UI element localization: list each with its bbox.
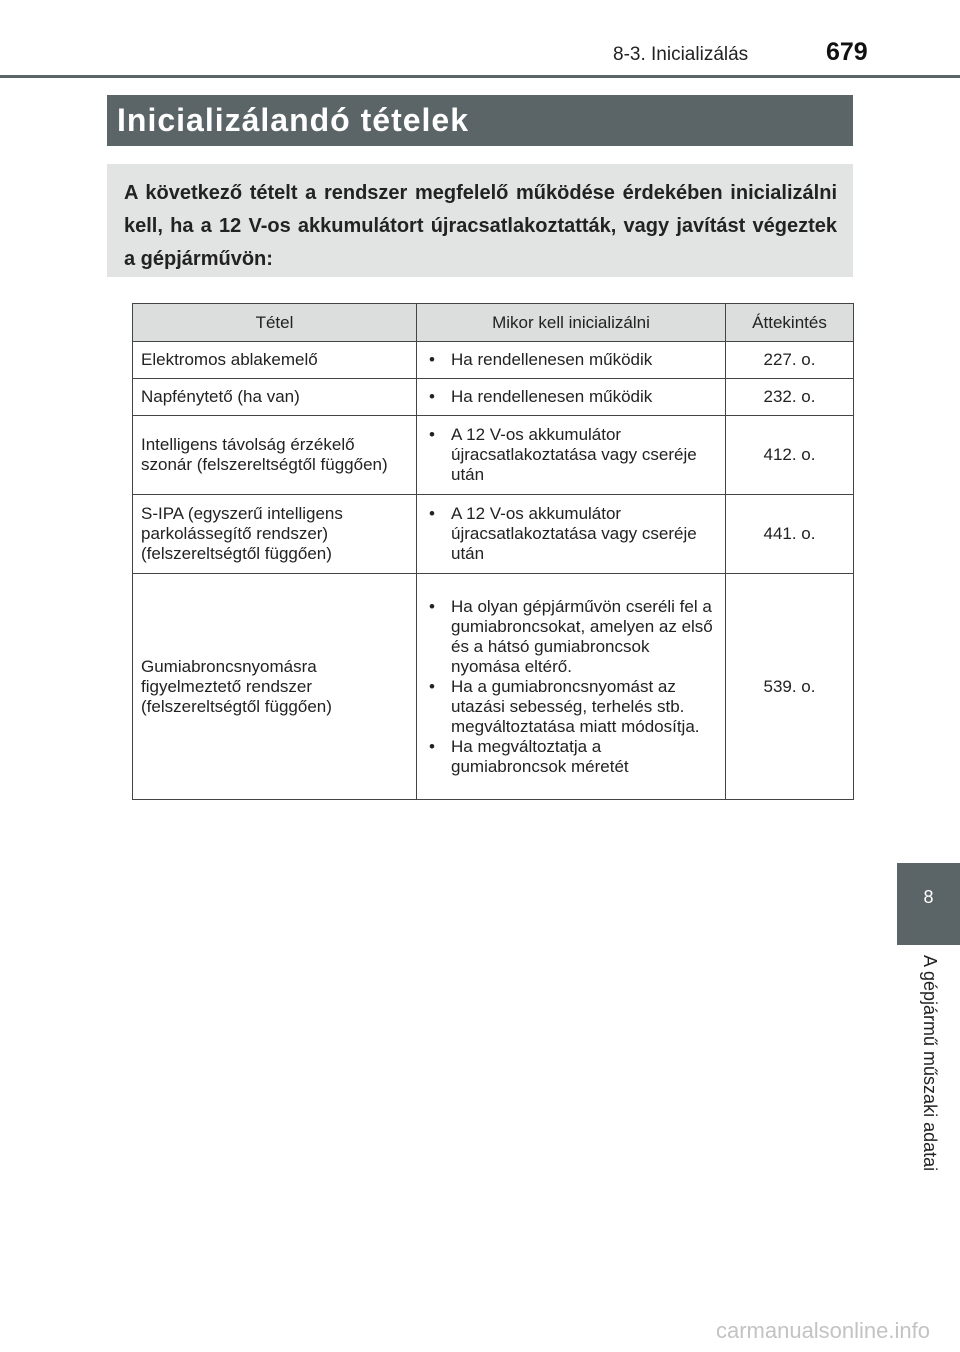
intro-text: A következő tételt a rendszer megfelelő működése érdekében inicializálni kell, ha a 12 V-os akkumulátort újracsatlakoztatták, vagy javítást végeztek a gépjárművön: [107,164,853,277]
chapter-label: A gépjármű műszaki adatai [920,955,940,1172]
table-row [133,342,854,379]
cell-page-ref: 412. o. [726,416,854,495]
cell-item: Elektromos ablakemelő [133,342,417,379]
bullet-item: • Ha olyan gépjárművön cseréli fel a gumiabroncsokat, amelyen az első és a hátsó gumiabroncsok nyomása eltérő. [425,597,717,677]
header-section-title: 8-3. Inicializálás [613,44,749,65]
cell-item: S-IPA (egyszerű intelligens parkolássegítő rendszer) (felszereltségtől függően) [133,495,417,574]
bullet-item: • Ha rendellenesen működik [425,387,717,407]
table-row [133,495,854,574]
table-row [133,416,854,495]
cell-item: Napfénytető (ha van) [133,379,417,416]
cell-page-ref: 441. o. [726,495,854,574]
table-header-row [133,304,854,342]
column-header-when: Mikor kell inicializálni [417,304,726,342]
table-row [133,379,854,416]
cell-page-ref: 539. o. [726,574,854,800]
bullet-item: • Ha megváltoztatja a gumiabroncsok méretét [425,737,717,777]
cell-item: Intelligens távolság érzékelő szonár (felszereltségtől függően) [133,416,417,495]
cell-when [417,574,726,800]
initialization-table [132,303,854,800]
table-row [133,574,854,800]
cell-item: Gumiabroncsnyomásra figyelmeztető rendszer (felszereltségtől függően) [133,574,417,800]
bullet-item: • A 12 V-os akkumulátor újracsatlakoztatása vagy cseréje után [425,504,717,564]
section-title: Inicializálandó tételek [107,95,853,146]
chapter-tab: 8 [897,863,960,945]
header-divider [0,75,960,78]
cell-when [417,495,726,574]
page-number: 679 [826,38,868,66]
footer-watermark: carmanualsonline.info [715,1318,930,1343]
cell-when [417,342,726,379]
column-header-overview: Áttekintés [726,304,854,342]
bullet-item: • A 12 V-os akkumulátor újracsatlakoztatása vagy cseréje után [425,425,717,485]
cell-when [417,379,726,416]
cell-when [417,416,726,495]
cell-page-ref: 227. o. [726,342,854,379]
bullet-item: • Ha a gumiabroncsnyomást az utazási sebesség, terhelés stb. megváltoztatása miatt módosítja. [425,677,717,737]
cell-page-ref: 232. o. [726,379,854,416]
bullet-item: • Ha rendellenesen működik [425,350,717,370]
column-header-item: Tétel [133,304,417,342]
